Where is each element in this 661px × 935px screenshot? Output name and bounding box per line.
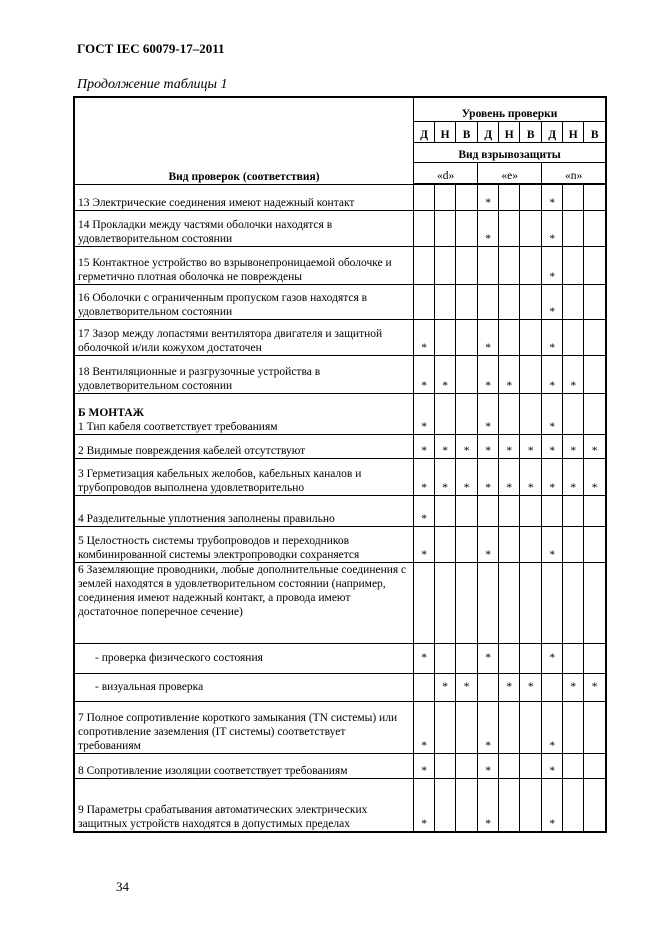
level-mark-cell — [563, 319, 584, 355]
level-mark-cell: * — [456, 434, 478, 458]
level-mark-cell: * — [478, 434, 499, 458]
check-description — [74, 778, 414, 832]
check-description — [74, 526, 414, 562]
level-mark-cell — [499, 319, 520, 355]
level-mark-cell — [563, 562, 584, 643]
level-mark-cell — [584, 643, 606, 673]
level-mark-cell — [563, 210, 584, 246]
level-mark-cell — [584, 562, 606, 643]
level-mark-cell: * — [520, 434, 542, 458]
level-code: Д — [414, 121, 435, 142]
level-mark-cell — [435, 778, 456, 832]
level-mark-cell — [584, 319, 606, 355]
check-text: 9 Параметры срабатывания автоматических электрических защитных устройств находятся в допустимых пределах — [78, 804, 368, 830]
level-mark-cell: * — [414, 643, 435, 673]
check-text: 16 Оболочки с ограниченным пропуском газов находятся в удовлетворительном состоянии — [78, 291, 368, 318]
level-mark-cell: * — [563, 355, 584, 393]
level-mark-cell — [520, 355, 542, 393]
level-mark-cell — [456, 184, 478, 210]
level-mark-cell: * — [414, 778, 435, 832]
level-mark-cell — [520, 526, 542, 562]
protection-group-n: «n» — [542, 162, 606, 184]
level-mark-cell: * — [456, 458, 478, 495]
level-mark-cell: * — [499, 355, 520, 393]
level-mark-cell: * — [542, 184, 563, 210]
check-description — [74, 562, 414, 643]
level-mark-cell — [478, 562, 499, 643]
level-mark-cell — [456, 393, 478, 434]
check-text: 18 Вентиляционные и разгрузочные устройства в удовлетворительном состоянии — [78, 365, 321, 392]
level-mark-cell: * — [435, 458, 456, 495]
check-description — [74, 184, 414, 210]
level-mark-cell — [520, 701, 542, 753]
check-text: 14 Прокладки между частями оболочки находятся в удовлетворительном состоянии — [78, 218, 333, 245]
level-mark-cell — [563, 284, 584, 319]
level-mark-cell: * — [478, 184, 499, 210]
level-mark-cell — [520, 495, 542, 526]
level-mark-cell: * — [542, 701, 563, 753]
check-description — [74, 458, 414, 495]
table-row — [74, 526, 606, 562]
check-description — [74, 701, 414, 753]
table-row — [74, 701, 606, 753]
level-mark-cell — [499, 210, 520, 246]
level-mark-cell — [435, 643, 456, 673]
level-mark-cell — [584, 210, 606, 246]
level-mark-cell: * — [563, 673, 584, 701]
level-mark-cell: * — [414, 319, 435, 355]
check-description — [74, 319, 414, 355]
level-mark-cell: * — [456, 673, 478, 701]
level-mark-cell — [520, 246, 542, 284]
check-text: 17 Зазор между лопастями вентилятора двигателя и защитной оболочкой и/или кожухом достаточен — [78, 327, 383, 354]
level-mark-cell: * — [478, 526, 499, 562]
level-mark-cell — [478, 284, 499, 319]
level-code: Д — [478, 121, 499, 142]
level-mark-cell — [414, 210, 435, 246]
level-mark-cell — [499, 701, 520, 753]
table-row — [74, 562, 606, 643]
check-description — [74, 355, 414, 393]
check-text: 8 Сопротивление изоляции соответствует требованиям — [78, 764, 348, 777]
level-mark-cell — [563, 701, 584, 753]
level-mark-cell: * — [499, 434, 520, 458]
level-mark-cell — [456, 495, 478, 526]
level-mark-cell: * — [478, 393, 499, 434]
check-text: 1 Тип кабеля соответствует требованиям — [78, 420, 278, 433]
check-description — [74, 495, 414, 526]
level-mark-cell — [542, 562, 563, 643]
level-mark-cell: * — [584, 458, 606, 495]
level-mark-cell — [563, 184, 584, 210]
level-mark-cell — [414, 673, 435, 701]
level-mark-cell — [456, 355, 478, 393]
level-mark-cell — [520, 184, 542, 210]
check-text: - проверка физического состояния — [95, 652, 263, 664]
level-mark-cell — [584, 246, 606, 284]
level-mark-cell — [520, 562, 542, 643]
level-mark-cell: * — [542, 246, 563, 284]
check-description — [74, 246, 414, 284]
level-mark-cell — [456, 753, 478, 778]
page-number: 34 — [116, 879, 129, 894]
level-mark-cell: * — [414, 701, 435, 753]
level-mark-cell — [563, 495, 584, 526]
level-mark-cell — [456, 562, 478, 643]
check-text: 2 Видимые повреждения кабелей отсутствуют — [78, 444, 306, 457]
table-row — [74, 434, 606, 458]
level-mark-cell: * — [542, 319, 563, 355]
level-mark-cell — [499, 778, 520, 832]
column-header-protection-type: Вид взрывозащиты — [414, 142, 606, 162]
level-mark-cell: * — [435, 434, 456, 458]
level-mark-cell: * — [478, 458, 499, 495]
level-mark-cell: * — [584, 673, 606, 701]
level-mark-cell — [435, 184, 456, 210]
table-row — [74, 210, 606, 246]
level-mark-cell — [584, 355, 606, 393]
table-row — [74, 495, 606, 526]
level-mark-cell — [435, 246, 456, 284]
level-mark-cell: * — [414, 355, 435, 393]
column-header-inspection-level: Уровень проверки — [414, 97, 606, 121]
level-mark-cell — [563, 246, 584, 284]
level-mark-cell: * — [414, 393, 435, 434]
table-row — [74, 778, 606, 832]
level-mark-cell — [584, 753, 606, 778]
table-caption: Продолжение таблицы 1 — [77, 77, 228, 92]
level-code: В — [456, 121, 478, 142]
check-description — [74, 434, 414, 458]
level-mark-cell — [435, 284, 456, 319]
check-description — [74, 393, 414, 434]
level-mark-cell — [542, 673, 563, 701]
level-mark-cell — [456, 210, 478, 246]
level-mark-cell — [435, 393, 456, 434]
check-description — [74, 210, 414, 246]
level-mark-cell — [499, 526, 520, 562]
level-mark-cell — [499, 643, 520, 673]
level-mark-cell: * — [499, 673, 520, 701]
level-mark-cell — [435, 526, 456, 562]
level-mark-cell — [414, 562, 435, 643]
level-code: Д — [542, 121, 563, 142]
level-mark-cell: * — [520, 673, 542, 701]
level-mark-cell — [499, 184, 520, 210]
level-code: Н — [435, 121, 456, 142]
level-mark-cell — [563, 778, 584, 832]
check-text: 5 Целостность системы трубопроводов и переходников комбинированной системы электропроводки сохраняется — [78, 534, 360, 561]
level-mark-cell — [499, 495, 520, 526]
level-mark-cell — [520, 319, 542, 355]
level-mark-cell — [499, 246, 520, 284]
check-text: 3 Герметизация кабельных желобов, кабельных каналов и трубопроводов выполнена удовлетворительно — [78, 467, 362, 494]
level-mark-cell — [435, 210, 456, 246]
level-mark-cell: * — [542, 458, 563, 495]
table-row — [74, 246, 606, 284]
level-mark-cell: * — [542, 210, 563, 246]
level-code: Н — [499, 121, 520, 142]
level-mark-cell: * — [435, 673, 456, 701]
table-row — [74, 284, 606, 319]
level-mark-cell: * — [542, 393, 563, 434]
level-mark-cell — [456, 778, 478, 832]
level-mark-cell — [435, 495, 456, 526]
level-mark-cell — [520, 643, 542, 673]
level-mark-cell: * — [478, 778, 499, 832]
level-mark-cell — [520, 210, 542, 246]
level-mark-cell: * — [584, 434, 606, 458]
level-mark-cell — [584, 526, 606, 562]
level-mark-cell — [499, 753, 520, 778]
table-row — [74, 673, 606, 701]
level-mark-cell: * — [499, 458, 520, 495]
level-mark-cell: * — [563, 434, 584, 458]
level-mark-cell — [563, 393, 584, 434]
level-code: В — [520, 121, 542, 142]
level-mark-cell — [414, 246, 435, 284]
level-mark-cell — [584, 393, 606, 434]
level-mark-cell: * — [542, 355, 563, 393]
level-code: Н — [563, 121, 584, 142]
check-description — [74, 753, 414, 778]
level-mark-cell — [414, 284, 435, 319]
level-mark-cell — [499, 562, 520, 643]
level-mark-cell — [542, 495, 563, 526]
level-mark-cell: * — [542, 434, 563, 458]
table-row — [74, 393, 606, 434]
level-mark-cell — [456, 526, 478, 562]
level-mark-cell — [584, 778, 606, 832]
level-mark-cell — [584, 184, 606, 210]
table-row — [74, 458, 606, 495]
level-mark-cell — [456, 284, 478, 319]
level-mark-cell: * — [478, 753, 499, 778]
level-mark-cell — [584, 701, 606, 753]
level-mark-cell — [456, 319, 478, 355]
level-mark-cell — [520, 284, 542, 319]
column-header-check-type: Вид проверок (соответствия) — [74, 97, 414, 184]
table-body — [74, 184, 606, 832]
level-mark-cell — [435, 319, 456, 355]
level-mark-cell: * — [563, 458, 584, 495]
level-mark-cell: * — [414, 753, 435, 778]
level-mark-cell: * — [542, 284, 563, 319]
level-mark-cell — [414, 184, 435, 210]
level-mark-cell — [563, 753, 584, 778]
level-mark-cell: * — [414, 434, 435, 458]
level-mark-cell — [499, 284, 520, 319]
level-mark-cell — [520, 778, 542, 832]
level-mark-cell: * — [542, 778, 563, 832]
check-text: - визуальная проверка — [95, 681, 204, 693]
level-mark-cell — [563, 643, 584, 673]
section-heading: Б МОНТАЖ — [78, 406, 144, 419]
level-mark-cell — [584, 495, 606, 526]
level-mark-cell — [584, 284, 606, 319]
level-mark-cell: * — [414, 458, 435, 495]
table-row — [74, 753, 606, 778]
level-mark-cell: * — [478, 319, 499, 355]
level-mark-cell: * — [542, 643, 563, 673]
level-mark-cell: * — [542, 526, 563, 562]
level-mark-cell: * — [414, 495, 435, 526]
level-mark-cell: * — [520, 458, 542, 495]
level-mark-cell — [435, 562, 456, 643]
level-mark-cell: * — [435, 355, 456, 393]
table-row — [74, 319, 606, 355]
level-mark-cell: * — [478, 701, 499, 753]
level-mark-cell — [456, 643, 478, 673]
level-mark-cell — [478, 673, 499, 701]
protection-group-e: «e» — [478, 162, 542, 184]
level-mark-cell — [435, 753, 456, 778]
table-row — [74, 355, 606, 393]
check-text: 7 Полное сопротивление короткого замыкания (TN системы) или сопротивление заземления (IT системы) соответствует требованиям — [78, 711, 398, 752]
level-mark-cell: * — [542, 753, 563, 778]
level-mark-cell — [456, 701, 478, 753]
table-row — [74, 643, 606, 673]
table-row — [74, 184, 606, 210]
check-text: 15 Контактное устройство во взрывонепроницаемой оболочке и герметично плотная оболочка не повреждены — [78, 256, 392, 283]
level-mark-cell: * — [478, 355, 499, 393]
level-mark-cell — [435, 701, 456, 753]
check-description — [74, 673, 414, 701]
level-mark-cell: * — [478, 210, 499, 246]
level-mark-cell — [456, 246, 478, 284]
level-mark-cell — [499, 393, 520, 434]
inspection-table — [73, 96, 607, 833]
level-mark-cell — [478, 246, 499, 284]
protection-group-d: «d» — [414, 162, 478, 184]
level-mark-cell — [520, 393, 542, 434]
check-text: 6 Заземляющие проводники, любые дополнительные соединения с землей находятся в удовлетворительном состоянии (например, соединения имеют надежный контакт, а провода имеют достаточное поперечное сечение) — [78, 563, 407, 618]
check-description — [74, 284, 414, 319]
check-text: 4 Разделительные уплотнения заполнены правильно — [78, 512, 335, 525]
level-code: В — [584, 121, 606, 142]
level-mark-cell — [563, 526, 584, 562]
level-mark-cell: * — [478, 643, 499, 673]
check-description — [74, 643, 414, 673]
check-text: 13 Электрические соединения имеют надежный контакт — [78, 196, 355, 209]
document-header: ГОСТ IEC 60079-17–2011 — [77, 41, 225, 56]
level-mark-cell: * — [414, 526, 435, 562]
level-mark-cell — [478, 495, 499, 526]
level-mark-cell — [520, 753, 542, 778]
